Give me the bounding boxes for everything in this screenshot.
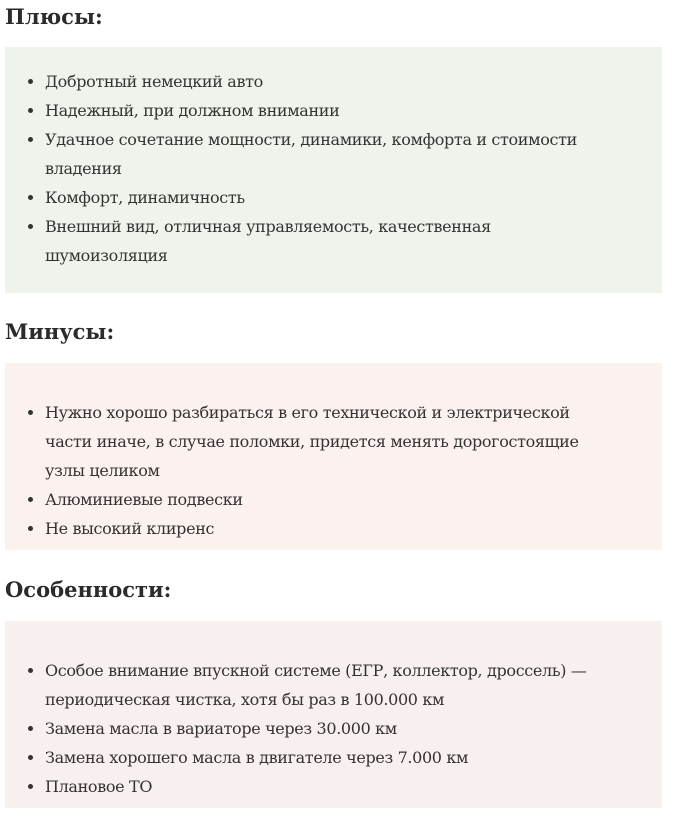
cons-heading: Минусы: [5, 319, 115, 344]
list-item: Нужно хорошо разбираться в его технической и электрической части иначе, в случае поломки, придется менять дорогостоящие узлы целиком [45, 398, 662, 485]
features-heading: Особенности: [5, 577, 172, 602]
list-item: Добротный немецкий авто [45, 67, 662, 96]
list-item: Удачное сочетание мощности, динамики, комфорта и стоимости владения [45, 125, 662, 183]
cons-list [5, 398, 662, 543]
list-item: Не высокий клиренс [45, 514, 662, 543]
features-box [5, 621, 662, 808]
pros-heading: Плюсы: [5, 4, 103, 29]
list-item: Надежный, при должном внимании [45, 96, 662, 125]
list-item: Особое внимание впускной системе (ЕГР, коллектор, дроссель) — периодическая чистка, хотя бы раз в 100.000 км [45, 656, 662, 714]
list-item: Замена хорошего масла в двигателе через 7.000 км [45, 743, 662, 772]
list-item: Плановое ТО [45, 772, 662, 801]
list-item: Внешний вид, отличная управляемость, качественная шумоизоляция [45, 212, 662, 270]
cons-box [5, 363, 662, 550]
list-item: Замена масла в вариаторе через 30.000 км [45, 714, 662, 743]
list-item: Алюминиевые подвески [45, 485, 662, 514]
list-item: Комфорт, динамичность [45, 183, 662, 212]
features-list [5, 656, 662, 801]
pros-list [5, 67, 662, 270]
pros-box [5, 47, 662, 293]
